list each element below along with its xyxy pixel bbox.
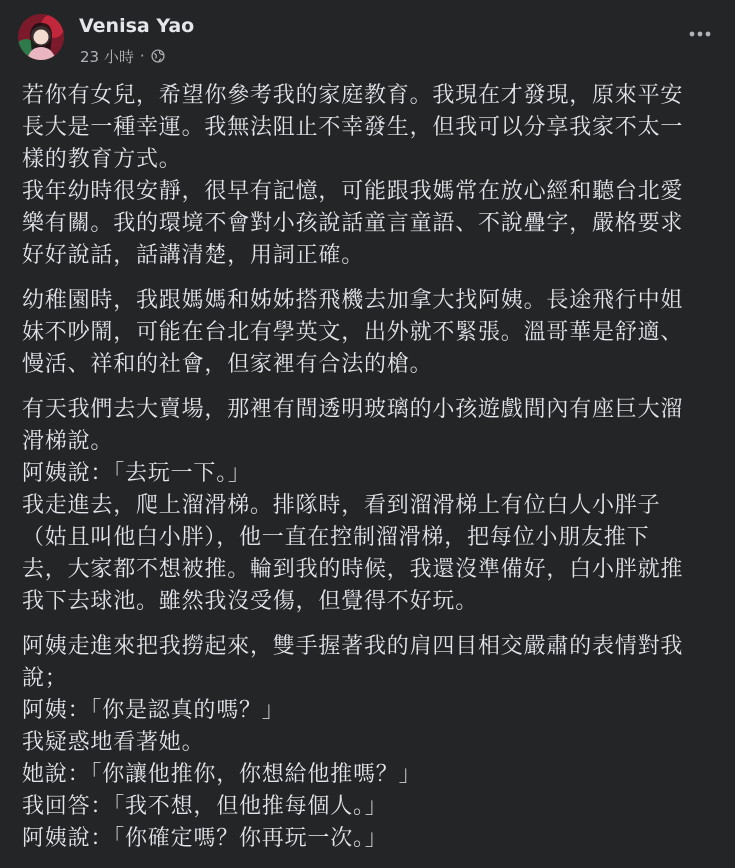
post-meta bbox=[80, 46, 165, 66]
post-text-line: 我年幼時很安靜，很早有記憶，可能跟我媽常在放心經和聽台北愛 bbox=[22, 179, 684, 204]
post-text-line: 若你有女兒，希望你參考我的家庭教育。我現在才發現，原來平安 bbox=[22, 83, 684, 108]
post-text-line: （姑且叫他白小胖），他一直在控制溜滑梯，把每位小朋友推下 bbox=[22, 525, 650, 550]
post-paragraph bbox=[22, 394, 717, 618]
post-text-line: 我走進去，爬上溜滑梯。排隊時，看到溜滑梯上有位白人小胖子 bbox=[22, 493, 661, 518]
post-text-line: 滑梯說。 bbox=[22, 429, 114, 454]
post-paragraph bbox=[22, 285, 717, 381]
post-text-line: 去，大家都不想被推。輪到我的時候，我還沒準備好，白小胖就推 bbox=[22, 557, 684, 582]
post-body bbox=[22, 80, 717, 868]
more-horizontal-icon bbox=[688, 31, 712, 37]
post-text-line: 好好說話，話講清楚，用詞正確。 bbox=[22, 243, 365, 268]
post-header bbox=[0, 0, 735, 72]
post-paragraph bbox=[22, 80, 717, 272]
post-text-line: 我回答：「我不想，但他推每個人。」 bbox=[22, 794, 388, 819]
meta-separator: · bbox=[139, 47, 145, 65]
post-text-line: 我疑惑地看著她。 bbox=[22, 730, 205, 755]
post-text-line: 樣的教育方式。 bbox=[22, 147, 182, 172]
author-name[interactable]: Venisa Yao bbox=[79, 15, 195, 37]
avatar[interactable] bbox=[18, 14, 64, 60]
post-text-line: 有天我們去大賣場，那裡有間透明玻璃的小孩遊戲間內有座巨大溜 bbox=[22, 397, 684, 422]
post-text-line: 慢活、祥和的社會，但家裡有合法的槍。 bbox=[22, 352, 433, 377]
post-text-line: 樂有關。我的環境不會對小孩說話童言童語、不說疊字，嚴格要求 bbox=[22, 211, 684, 236]
post-text-line: 長大是一種幸運。我無法阻止不幸發生，但我可以分享我家不太一 bbox=[22, 115, 684, 140]
post-text-line: 阿姨說：「去玩一下。」 bbox=[22, 461, 251, 486]
post-text-line: 阿姨說：「你確定嗎？你再玩一次。」 bbox=[22, 826, 388, 851]
post-text-line: 說； bbox=[22, 666, 68, 691]
post-text-line: 她說：「你讓他推你，你想給他推嗎？」 bbox=[22, 762, 422, 787]
post-text-line: 幼稚園時，我跟媽媽和姊姊搭飛機去加拿大找阿姨。長途飛行中姐 bbox=[22, 288, 684, 313]
globe-icon[interactable] bbox=[151, 49, 165, 63]
post-paragraph bbox=[22, 631, 717, 855]
more-options-button[interactable] bbox=[685, 22, 715, 46]
post-text-line: 我下去球池。雖然我沒受傷，但覺得不好玩。 bbox=[22, 589, 479, 614]
post-text-line: 阿姨：「你是認真的嗎？」 bbox=[22, 698, 285, 723]
post-timestamp[interactable]: 23 小時 bbox=[80, 47, 134, 66]
post-text-line: 阿姨走進來把我撈起來，雙手握著我的肩四目相交嚴肅的表情對我 bbox=[22, 634, 684, 659]
post-text-line: 妹不吵鬧，可能在台北有學英文，出外就不緊張。溫哥華是舒適、 bbox=[22, 320, 684, 345]
